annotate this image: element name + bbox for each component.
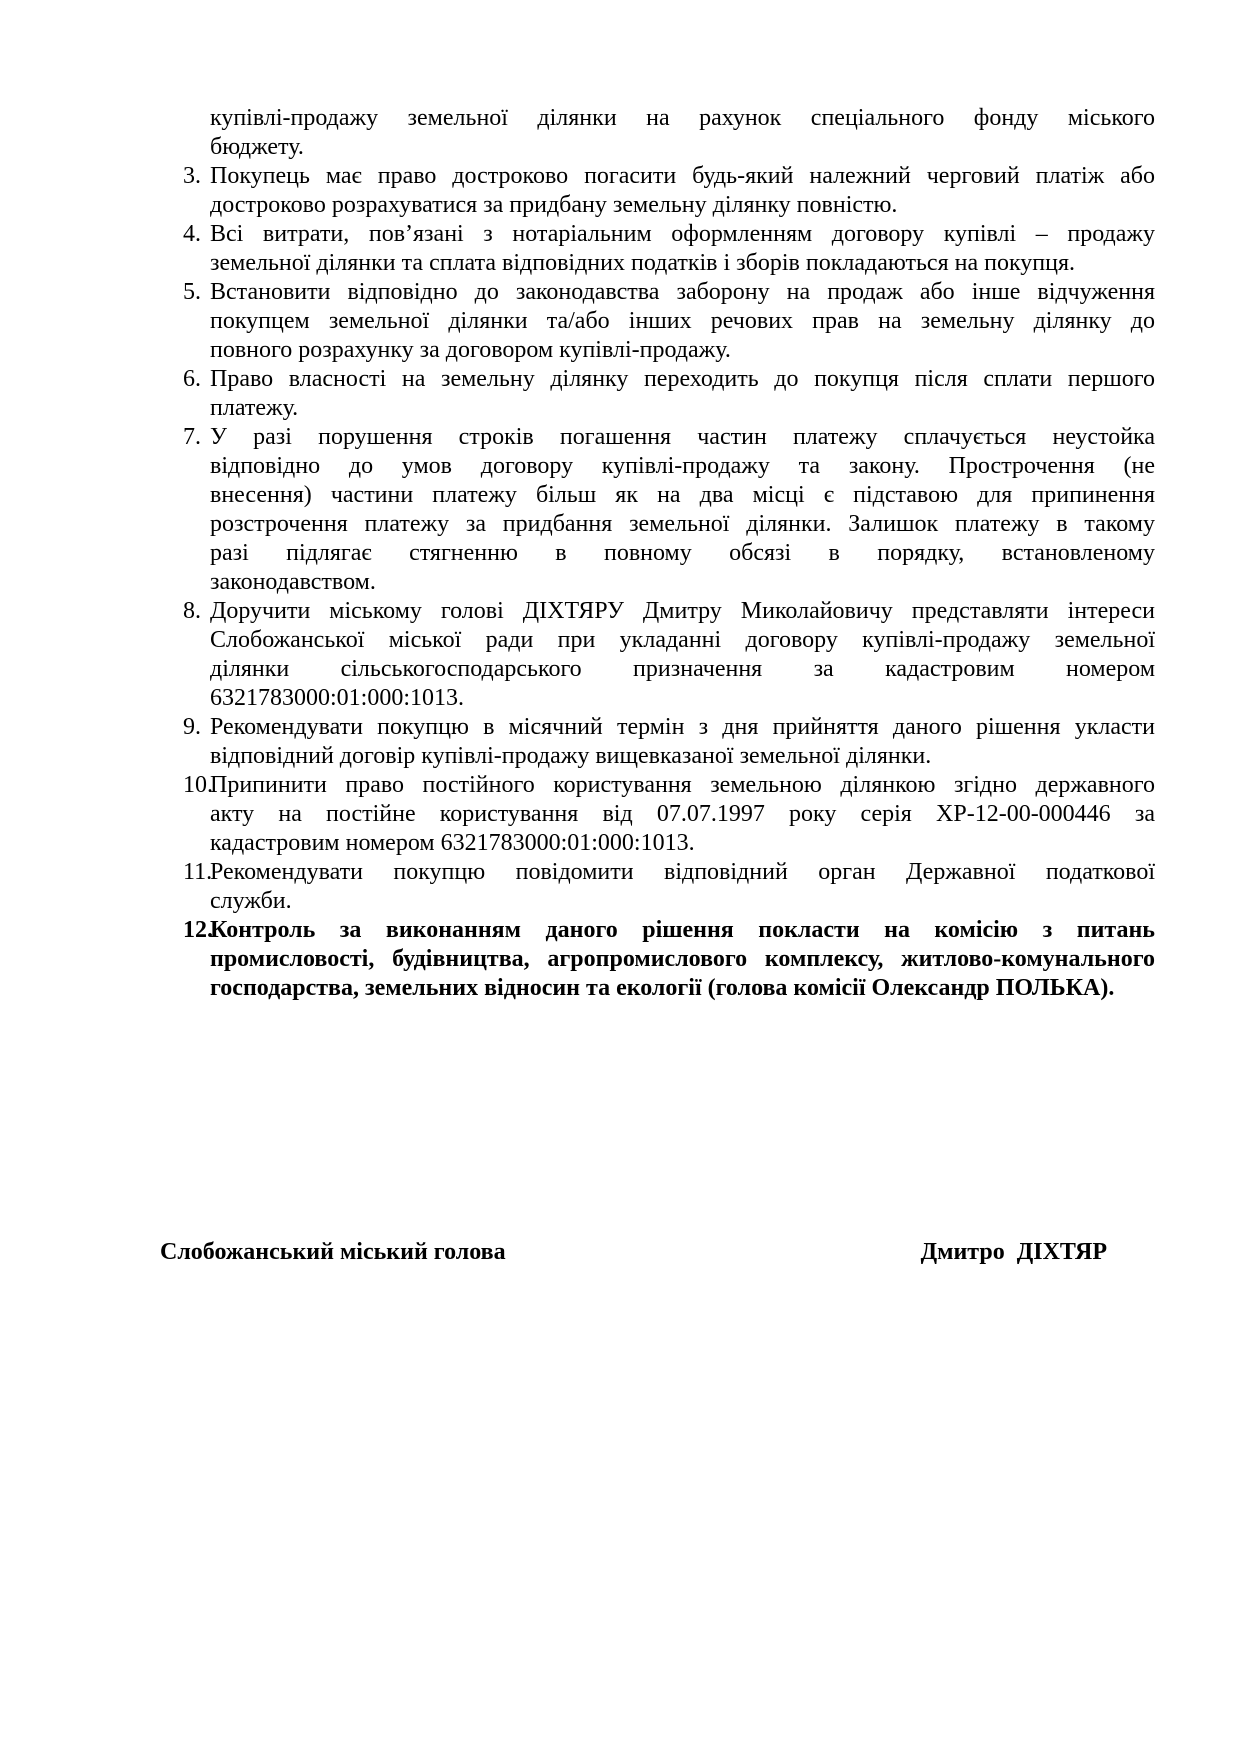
item-number: 11. (183, 859, 213, 885)
text-line: Припинити право постійного користування земельною ділянкою згідно державного (210, 772, 1155, 798)
text-line: промисловості, будівництва, агропромислового комплексу, житлово-комунального (210, 946, 1155, 972)
text-line: 6321783000:01:000:1013. (210, 685, 465, 711)
signature-title: Слобожанський міський голова (160, 1239, 506, 1265)
list-item-4 (160, 220, 1155, 278)
text-line: ділянки сільськогосподарського призначення за кадастровим номером (210, 656, 1155, 682)
document-body (160, 104, 1155, 1267)
item-number: 10. (183, 772, 213, 798)
decision-list (160, 162, 1155, 1003)
list-item-9 (160, 713, 1155, 771)
text-line: внесення) частини платежу більш як на два місці є підставою для припинення (210, 482, 1155, 508)
text-line: відповідно до умов договору купівлі-продажу та закону. Прострочення (не (210, 453, 1155, 479)
text-line: повного розрахунку за договором купівлі-продажу. (210, 337, 731, 363)
text-line: акту на постійне користування від 07.07.1997 року серія ХР-12-00-000446 за (210, 801, 1155, 827)
text-line: покупцем земельної ділянки та/або інших речових прав на земельну ділянку до (210, 308, 1155, 334)
list-item-11 (160, 858, 1155, 916)
text-line: Покупець має право достроково погасити будь-який належний черговий платіж або (210, 163, 1155, 189)
text-line: служби. (210, 888, 292, 914)
text-line: розстрочення платежу за придбання земельної ділянки. Залишок платежу в такому (210, 511, 1155, 537)
text-line: купівлі-продажу земельної ділянки на рахунок спеціального фонду міського (210, 105, 1155, 131)
item-number: 5. (183, 279, 201, 305)
list-item-7 (160, 423, 1155, 597)
item-number: 8. (183, 598, 201, 624)
list-item-5 (160, 278, 1155, 365)
text-line: земельної ділянки та сплата відповідних податків і зборів покладаються на покупця. (210, 250, 1075, 276)
text-line: законодавством. (210, 569, 376, 595)
list-item-3 (160, 162, 1155, 220)
text-line: Рекомендувати покупцю в місячний термін з дня прийняття даного рішення укласти (210, 714, 1155, 740)
list-item-10 (160, 771, 1155, 858)
item-number: 6. (183, 366, 201, 392)
text-line: бюджету. (210, 134, 304, 160)
signature-name: Дмитро ДІХТЯР (920, 1239, 1107, 1265)
text-line: разі підлягає стягненню в повному обсязі в порядку, встановленому (210, 540, 1155, 566)
text-line: Встановити відповідно до законодавства заборону на продаж або інше відчуження (210, 279, 1155, 305)
paragraph-continuation (210, 104, 1155, 162)
text-line: відповідний договір купівлі-продажу вищевказаної земельної ділянки. (210, 743, 932, 769)
signature-row (160, 1238, 1155, 1267)
text-line: господарства, земельних відносин та екології (голова комісії Олександр ПОЛЬКА). (210, 975, 1115, 1001)
item-number: 4. (183, 221, 201, 247)
item-number: 3. (183, 163, 201, 189)
text-line: Право власності на земельну ділянку переходить до покупця після сплати першого (210, 366, 1155, 392)
text-line: Рекомендувати покупцю повідомити відповідний орган Державної податкової (210, 859, 1155, 885)
text-line: Слобожанської міської ради при укладанні договору купівлі-продажу земельної (210, 627, 1155, 653)
text-line: Всі витрати, пов’язані з нотаріальним оформленням договору купівлі – продажу (210, 221, 1155, 247)
text-line: У разі порушення строків погашення частин платежу сплачується неустойка (210, 424, 1155, 450)
item-number: 12. (183, 917, 213, 943)
text-line: Контроль за виконанням даного рішення покласти на комісію з питань (210, 917, 1155, 943)
text-line: кадастровим номером 6321783000:01:000:1013. (210, 830, 695, 856)
text-line: достроково розрахуватися за придбану земельну ділянку повністю. (210, 192, 898, 218)
text-line: платежу. (210, 395, 299, 421)
item-number: 9. (183, 714, 201, 740)
list-item-6 (160, 365, 1155, 423)
text-line: Доручити міському голові ДІХТЯРУ Дмитру Миколайовичу представляти інтереси (210, 598, 1155, 624)
list-item-8 (160, 597, 1155, 713)
item-number: 7. (183, 424, 201, 450)
list-item-12 (160, 916, 1155, 1003)
